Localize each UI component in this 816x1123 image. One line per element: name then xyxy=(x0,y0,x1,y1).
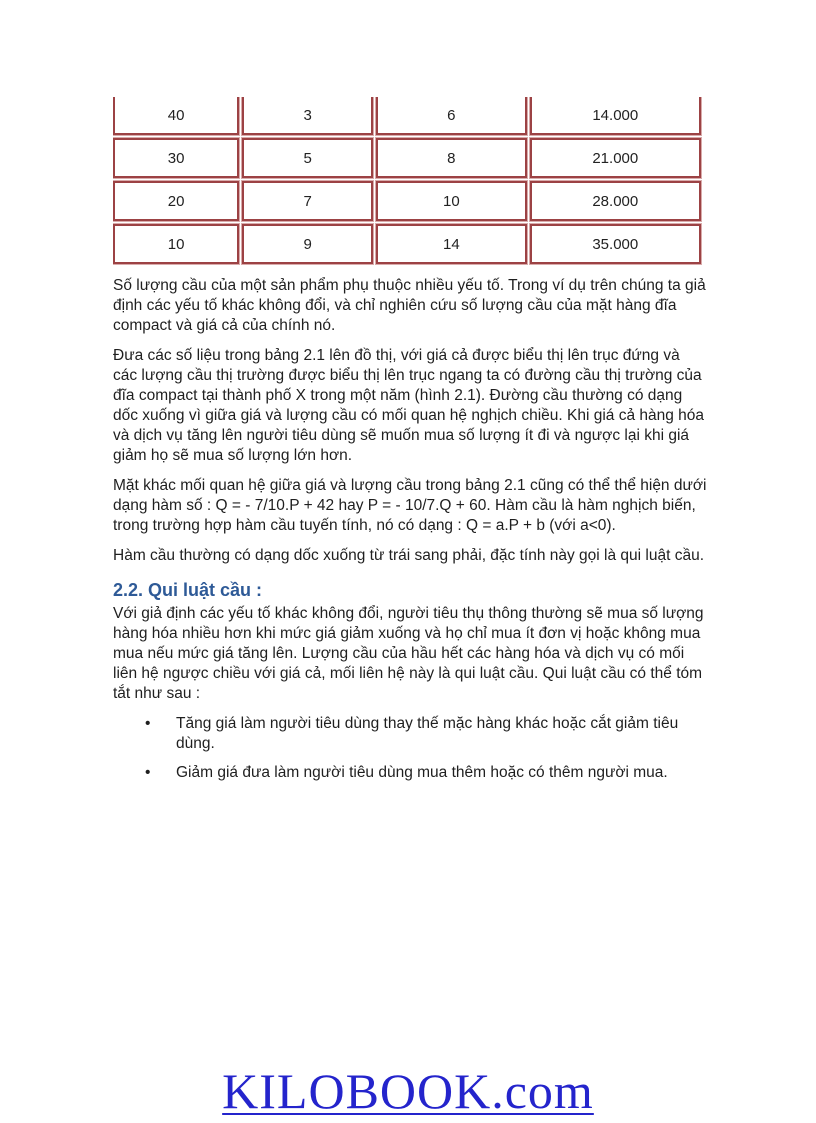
paragraph-law-of-demand: Với giả định các yếu tố khác không đổi, người tiêu thụ thông thường sẽ mua số lượng hàng hóa nhiều hơn khi mức giá giảm xuống và họ chỉ mua ít đơn vị hoặc không mua mua nếu mức giá tăng lên. Lượng cầu của hầu hết các hàng hóa và dịch vụ có mối liên hệ ngược chiều với giá cả, mối liên hệ này là qui luật cầu. Qui luật cầu có thể tóm tắt như sau : xyxy=(113,605,704,702)
demand-schedule-table xyxy=(113,97,704,267)
kilobook-watermark-link[interactable]: KILOBOOK.com xyxy=(222,1063,594,1119)
table-cell: 14.000 xyxy=(530,97,701,135)
table-cell: 40 xyxy=(113,97,239,135)
table-cell: 30 xyxy=(113,138,239,178)
table-cell: 10 xyxy=(376,181,527,221)
table-cell: 20 xyxy=(113,181,239,221)
section-heading-law-of-demand: 2.2. Qui luật cầu : xyxy=(113,580,263,600)
table-cell: 28.000 xyxy=(530,181,701,221)
table-cell: 10 xyxy=(113,224,239,264)
bullet-item xyxy=(113,763,707,783)
table-cell: 3 xyxy=(242,97,373,135)
page-content xyxy=(113,97,707,792)
paragraph-downward-slope: Hàm cầu thường có dạng dốc xuống từ trái sang phải, đặc tính này gọi là qui luật cầu. xyxy=(113,547,705,564)
table-cell: 35.000 xyxy=(530,224,701,264)
paragraph-demand-quantity: Số lượng cầu của một sản phẩm phụ thuộc nhiều yếu tố. Trong ví dụ trên chúng ta giả định các yếu tố khác không đổi, và chỉ nghiên cứu số lượng cầu của mặt hàng đĩa compact và giá cả của chính nó. xyxy=(113,277,706,334)
table-cell: 5 xyxy=(242,138,373,178)
table-cell: 14 xyxy=(376,224,527,264)
paragraph-demand-function: Mặt khác mối quan hệ giữa giá và lượng cầu trong bảng 2.1 cũng có thể thể hiện dưới dạng hàm số : Q = - 7/10.P + 42 hay P = - 10/7.Q + 60. Hàm cầu là hàm nghịch biến, trong trường hợp hàm cầu tuyến tính, nó có dạng : Q = a.P + b (với a<0). xyxy=(113,477,707,534)
bullet-text: Giảm giá đưa làm người tiêu dùng mua thêm hoặc có thêm người mua. xyxy=(176,764,668,781)
paragraph-demand-curve: Đưa các số liệu trong bảng 2.1 lên đồ thị, với giá cả được biểu thị lên trục đứng và các lượng cầu thị trường được biểu thị lên trục ngang ta có đường cầu thị trường của đĩa compact tại thành phố X trong một năm (hình 2.1). Đường cầu thường có dạng dốc xuống vì giữa giá và lượng cầu có mối quan hệ nghịch chiều. Khi giá cả hàng hóa và dịch vụ tăng lên người tiêu dùng sẽ muốn mua số lượng ít đi và ngược lại khi giá giảm họ sẽ mua số lượng lớn hơn. xyxy=(113,347,705,464)
table-cell: 8 xyxy=(376,138,527,178)
table-row xyxy=(113,224,701,264)
table-cell: 21.000 xyxy=(530,138,701,178)
bullet-text: Tăng giá làm người tiêu dùng thay thế mặc hàng khác hoặc cắt giảm tiêu dùng. xyxy=(176,715,679,752)
table-cell: 6 xyxy=(376,97,527,135)
bullet-marker-icon: • xyxy=(145,715,151,732)
law-of-demand-list xyxy=(113,714,707,783)
table-row xyxy=(113,181,701,221)
bullet-item xyxy=(113,714,707,754)
table-cell: 9 xyxy=(242,224,373,264)
bullet-marker-icon: • xyxy=(145,764,151,781)
table-row xyxy=(113,97,701,135)
demand-schedule-table-wrapper xyxy=(113,97,707,267)
table-row xyxy=(113,138,701,178)
table-cell: 7 xyxy=(242,181,373,221)
